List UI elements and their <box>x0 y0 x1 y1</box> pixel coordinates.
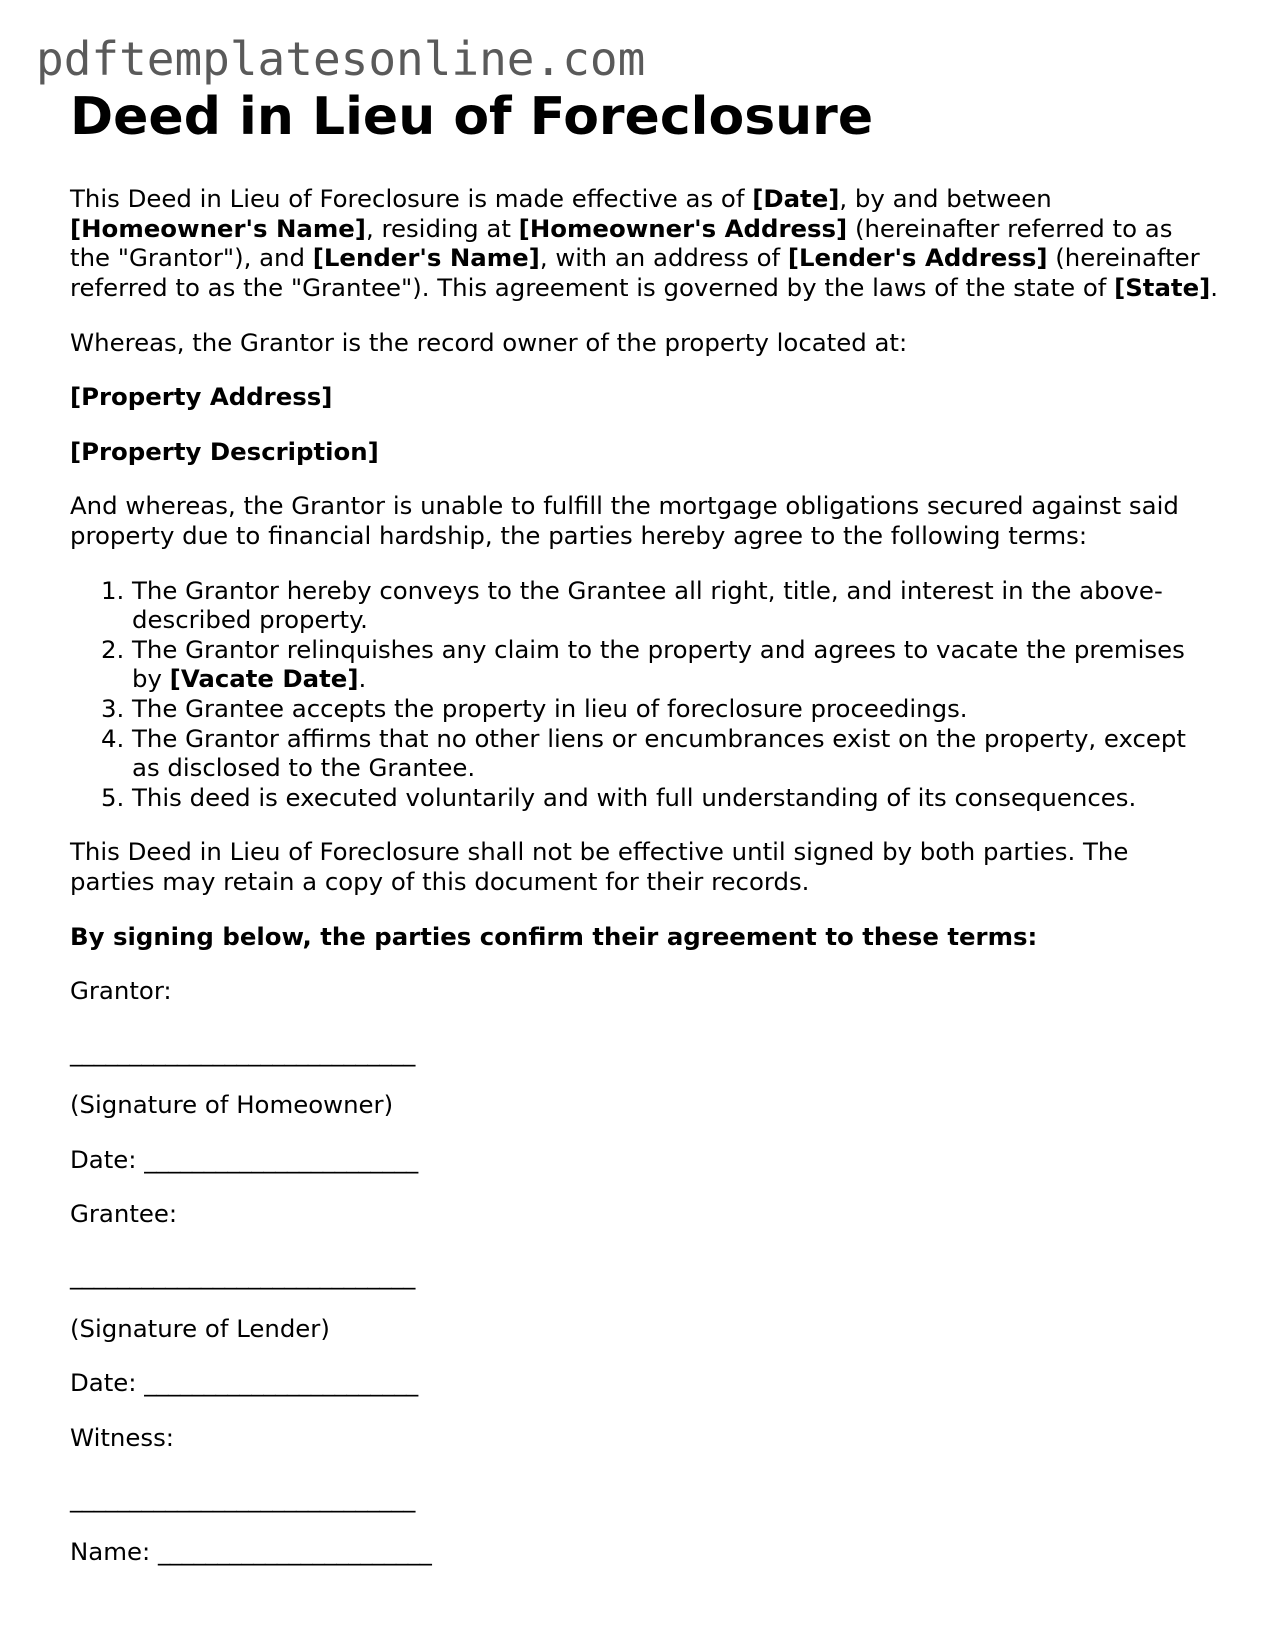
witness-signature-line[interactable]: _____________________________ <box>70 1484 415 1514</box>
witness-name-row <box>70 1537 1220 1567</box>
and-whereas-paragraph: And whereas, the Grantor is unable to fulfill the mortgage obligations secured against said property due to financial hardship, the parties hereby agree to the following terms: <box>70 491 1179 550</box>
grantee-signature-caption: (Signature of Lender) <box>70 1313 330 1343</box>
grantor-date-row <box>70 1145 1220 1175</box>
intro-text: , residing at <box>365 213 519 243</box>
intro-text: (hereinafter referred to as the "Grantee"). This agreement is governed by the laws of the state of <box>70 243 1200 303</box>
effective-note: This Deed in Lieu of Foreclosure shall not be effective until signed by both parties. The parties may retain a copy of this document for their records. <box>70 837 1129 896</box>
witness-label: Witness: <box>70 1422 175 1452</box>
list-item: 3. The Grantee accepts the property in lieu of foreclosure proceedings. <box>132 694 1220 724</box>
lender-name-placeholder: [Lender's Name] <box>312 243 540 273</box>
list-item <box>132 635 1220 694</box>
property-address-placeholder <box>70 382 1220 412</box>
watermark: pdftemplatesonline.com <box>36 32 646 86</box>
signing-heading <box>70 922 1220 952</box>
document-page <box>70 88 1220 1592</box>
signing-heading-text: By signing below, the parties confirm their agreement to these terms: <box>70 921 1038 951</box>
intro-text: . <box>1210 273 1219 303</box>
lender-address-placeholder: [Lender's Address] <box>787 243 1048 273</box>
whereas-paragraph: Whereas, the Grantor is the record owner of the property located at: <box>70 327 908 357</box>
grantee-signature-line[interactable]: _____________________________ <box>70 1261 415 1291</box>
homeowner-name-placeholder: [Homeowner's Name] <box>70 213 366 243</box>
terms-list <box>70 576 1220 813</box>
intro-text: This Deed in Lieu of Foreclosure is made effective as of <box>70 184 753 214</box>
term-text: . <box>358 664 367 694</box>
witness-name-label: Name: <box>70 1537 158 1567</box>
grantor-date-label: Date: <box>70 1144 145 1174</box>
property-description-text: [Property Description] <box>70 436 379 466</box>
homeowner-address-placeholder: [Homeowner's Address] <box>518 213 848 243</box>
grantee-date-row <box>70 1368 1220 1398</box>
grantee-date-line[interactable]: _______________________ <box>144 1368 418 1398</box>
property-description-placeholder <box>70 437 1220 467</box>
list-item: 1. The Grantor hereby conveys to the Grantee all right, title, and interest in the above-described property. <box>132 576 1220 635</box>
vacate-date-placeholder: [Vacate Date] <box>169 664 359 694</box>
grantor-date-line[interactable]: _______________________ <box>144 1144 418 1174</box>
intro-text: , with an address of <box>539 243 788 273</box>
grantor-label: Grantor: <box>70 976 172 1006</box>
grantee-label: Grantee: <box>70 1199 178 1229</box>
document-title: Deed in Lieu of Foreclosure <box>70 87 874 147</box>
term-text: The Grantor relinquishes any claim to the property and agrees to vacate the premises by <box>132 634 1185 694</box>
intro-text: (hereinafter referred to as the "Grantor"), and <box>70 213 1173 273</box>
list-item: 5. This deed is executed voluntarily and with full understanding of its consequences. <box>132 783 1220 813</box>
date-placeholder: [Date] <box>752 184 840 214</box>
state-placeholder: [State] <box>1114 273 1211 303</box>
witness-name-line[interactable]: _______________________ <box>157 1537 432 1567</box>
intro-paragraph <box>70 184 1220 302</box>
grantor-signature-caption: (Signature of Homeowner) <box>70 1090 394 1120</box>
grantee-date-label: Date: <box>70 1368 145 1398</box>
intro-text: , by and between <box>839 184 1052 214</box>
list-item: 4. The Grantor affirms that no other liens or encumbrances exist on the property, except as disclosed to the Grantee. <box>132 724 1220 783</box>
property-address-text: [Property Address] <box>70 382 333 412</box>
grantor-signature-line[interactable]: _____________________________ <box>70 1037 415 1067</box>
